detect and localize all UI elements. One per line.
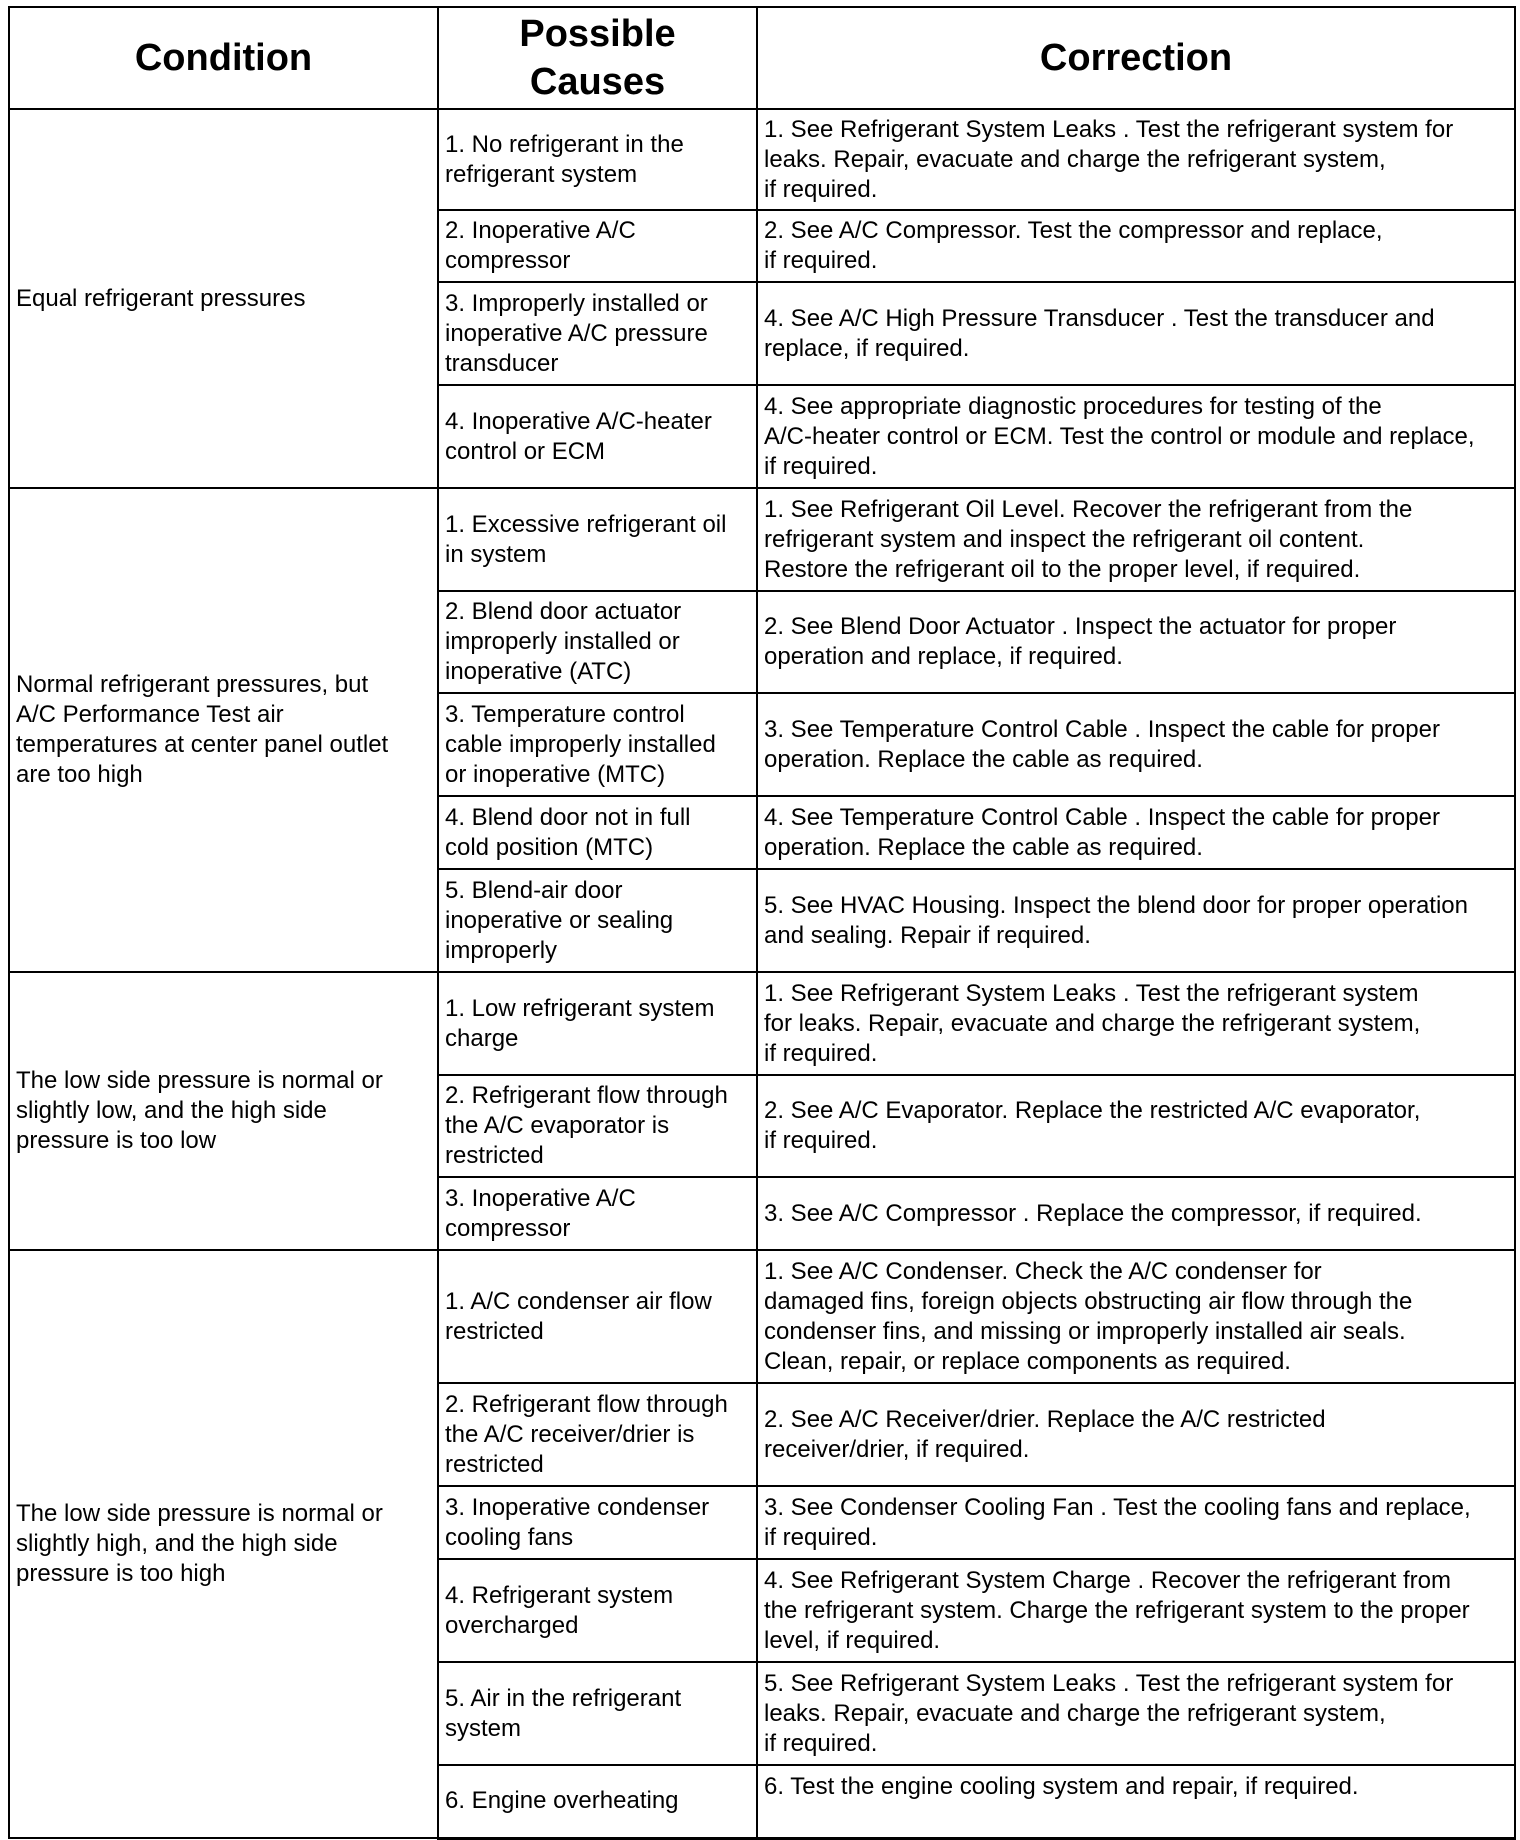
cause-cell: 4. Blend door not in full cold position (MTC) <box>438 796 757 869</box>
cause-cell: 1. A/C condenser air flow restricted <box>438 1250 757 1383</box>
correction-cell: 2. See A/C Compressor. Test the compressor and replace, if required. <box>757 210 1515 282</box>
cause-cell: 6. Engine overheating <box>438 1765 757 1838</box>
correction-cell: 4. See Temperature Control Cable . Inspect the cable for proper operation. Replace the cable as required. <box>757 796 1515 869</box>
correction-cell: 1. See Refrigerant System Leaks . Test the refrigerant system for leaks. Repair, evacuate and charge the refrigerant system, if required. <box>757 109 1515 210</box>
cause-cell: 2. Refrigerant flow through the A/C evaporator is restricted <box>438 1075 757 1177</box>
correction-cell: 2. See A/C Evaporator. Replace the restricted A/C evaporator, if required. <box>757 1075 1515 1177</box>
cause-cell: 3. Inoperative A/C compressor <box>438 1177 757 1250</box>
cause-cell: 4. Refrigerant system overcharged <box>438 1559 757 1662</box>
condition-cell: Normal refrigerant pressures, but A/C Performance Test air temperatures at center panel outlet are too high <box>9 488 438 972</box>
table-row <box>9 972 1515 1075</box>
correction-cell: 4. See A/C High Pressure Transducer . Test the transducer and replace, if required. <box>757 282 1515 385</box>
table-row <box>9 109 1515 210</box>
correction-cell: 6. Test the engine cooling system and repair, if required. <box>757 1765 1515 1838</box>
correction-cell: 2. See A/C Receiver/drier. Replace the A/C restricted receiver/drier, if required. <box>757 1383 1515 1486</box>
cause-cell: 3. Temperature control cable improperly installed or inoperative (MTC) <box>438 693 757 796</box>
cause-cell: 5. Air in the refrigerant system <box>438 1662 757 1765</box>
header-row <box>9 7 1515 109</box>
header-condition: Condition <box>9 7 438 109</box>
correction-cell: 1. See A/C Condenser. Check the A/C condenser for damaged fins, foreign objects obstructing air flow through the condenser fins, and missing or improperly installed air seals. Clean, repair, or replace components as required. <box>757 1250 1515 1383</box>
correction-cell: 2. See Blend Door Actuator . Inspect the actuator for proper operation and replace, if required. <box>757 591 1515 693</box>
condition-cell: The low side pressure is normal or slightly low, and the high side pressure is too low <box>9 972 438 1250</box>
condition-cell: The low side pressure is normal or slightly high, and the high side pressure is too high <box>9 1250 438 1838</box>
header-correction: Correction <box>757 7 1515 109</box>
diagnosis-table <box>8 6 1516 1840</box>
cause-cell: 1. No refrigerant in the refrigerant system <box>438 109 757 210</box>
correction-cell: 3. See Condenser Cooling Fan . Test the cooling fans and replace, if required. <box>757 1486 1515 1559</box>
correction-cell: 4. See Refrigerant System Charge . Recover the refrigerant from the refrigerant system. Charge the refrigerant system to the proper level, if required. <box>757 1559 1515 1662</box>
cause-cell: 2. Blend door actuator improperly installed or inoperative (ATC) <box>438 591 757 693</box>
correction-cell: 3. See Temperature Control Cable . Inspect the cable for proper operation. Replace the cable as required. <box>757 693 1515 796</box>
cause-cell: 3. Improperly installed or inoperative A/C pressure transducer <box>438 282 757 385</box>
header-possible-causes: Possible Causes <box>438 7 757 109</box>
correction-cell: 5. See HVAC Housing. Inspect the blend door for proper operation and sealing. Repair if required. <box>757 869 1515 972</box>
cause-cell: 1. Excessive refrigerant oil in system <box>438 488 757 591</box>
correction-cell: 4. See appropriate diagnostic procedures for testing of the A/C-heater control or ECM. Test the control or module and replace, if required. <box>757 385 1515 488</box>
correction-cell: 1. See Refrigerant Oil Level. Recover the refrigerant from the refrigerant system and inspect the refrigerant oil content. Restore the refrigerant oil to the proper level, if required. <box>757 488 1515 591</box>
cause-cell: 3. Inoperative condenser cooling fans <box>438 1486 757 1559</box>
correction-cell: 5. See Refrigerant System Leaks . Test the refrigerant system for leaks. Repair, evacuate and charge the refrigerant system, if required. <box>757 1662 1515 1765</box>
condition-cell: Equal refrigerant pressures <box>9 109 438 488</box>
cause-cell: 5. Blend-air door inoperative or sealing improperly <box>438 869 757 972</box>
cause-cell: 2. Refrigerant flow through the A/C receiver/drier is restricted <box>438 1383 757 1486</box>
correction-cell: 3. See A/C Compressor . Replace the compressor, if required. <box>757 1177 1515 1250</box>
cause-cell: 4. Inoperative A/C-heater control or ECM <box>438 385 757 488</box>
table-row <box>9 1250 1515 1383</box>
cause-cell: 2. Inoperative A/C compressor <box>438 210 757 282</box>
cause-cell: 1. Low refrigerant system charge <box>438 972 757 1075</box>
table-row <box>9 488 1515 591</box>
correction-cell: 1. See Refrigerant System Leaks . Test the refrigerant system for leaks. Repair, evacuate and charge the refrigerant system, if required. <box>757 972 1515 1075</box>
